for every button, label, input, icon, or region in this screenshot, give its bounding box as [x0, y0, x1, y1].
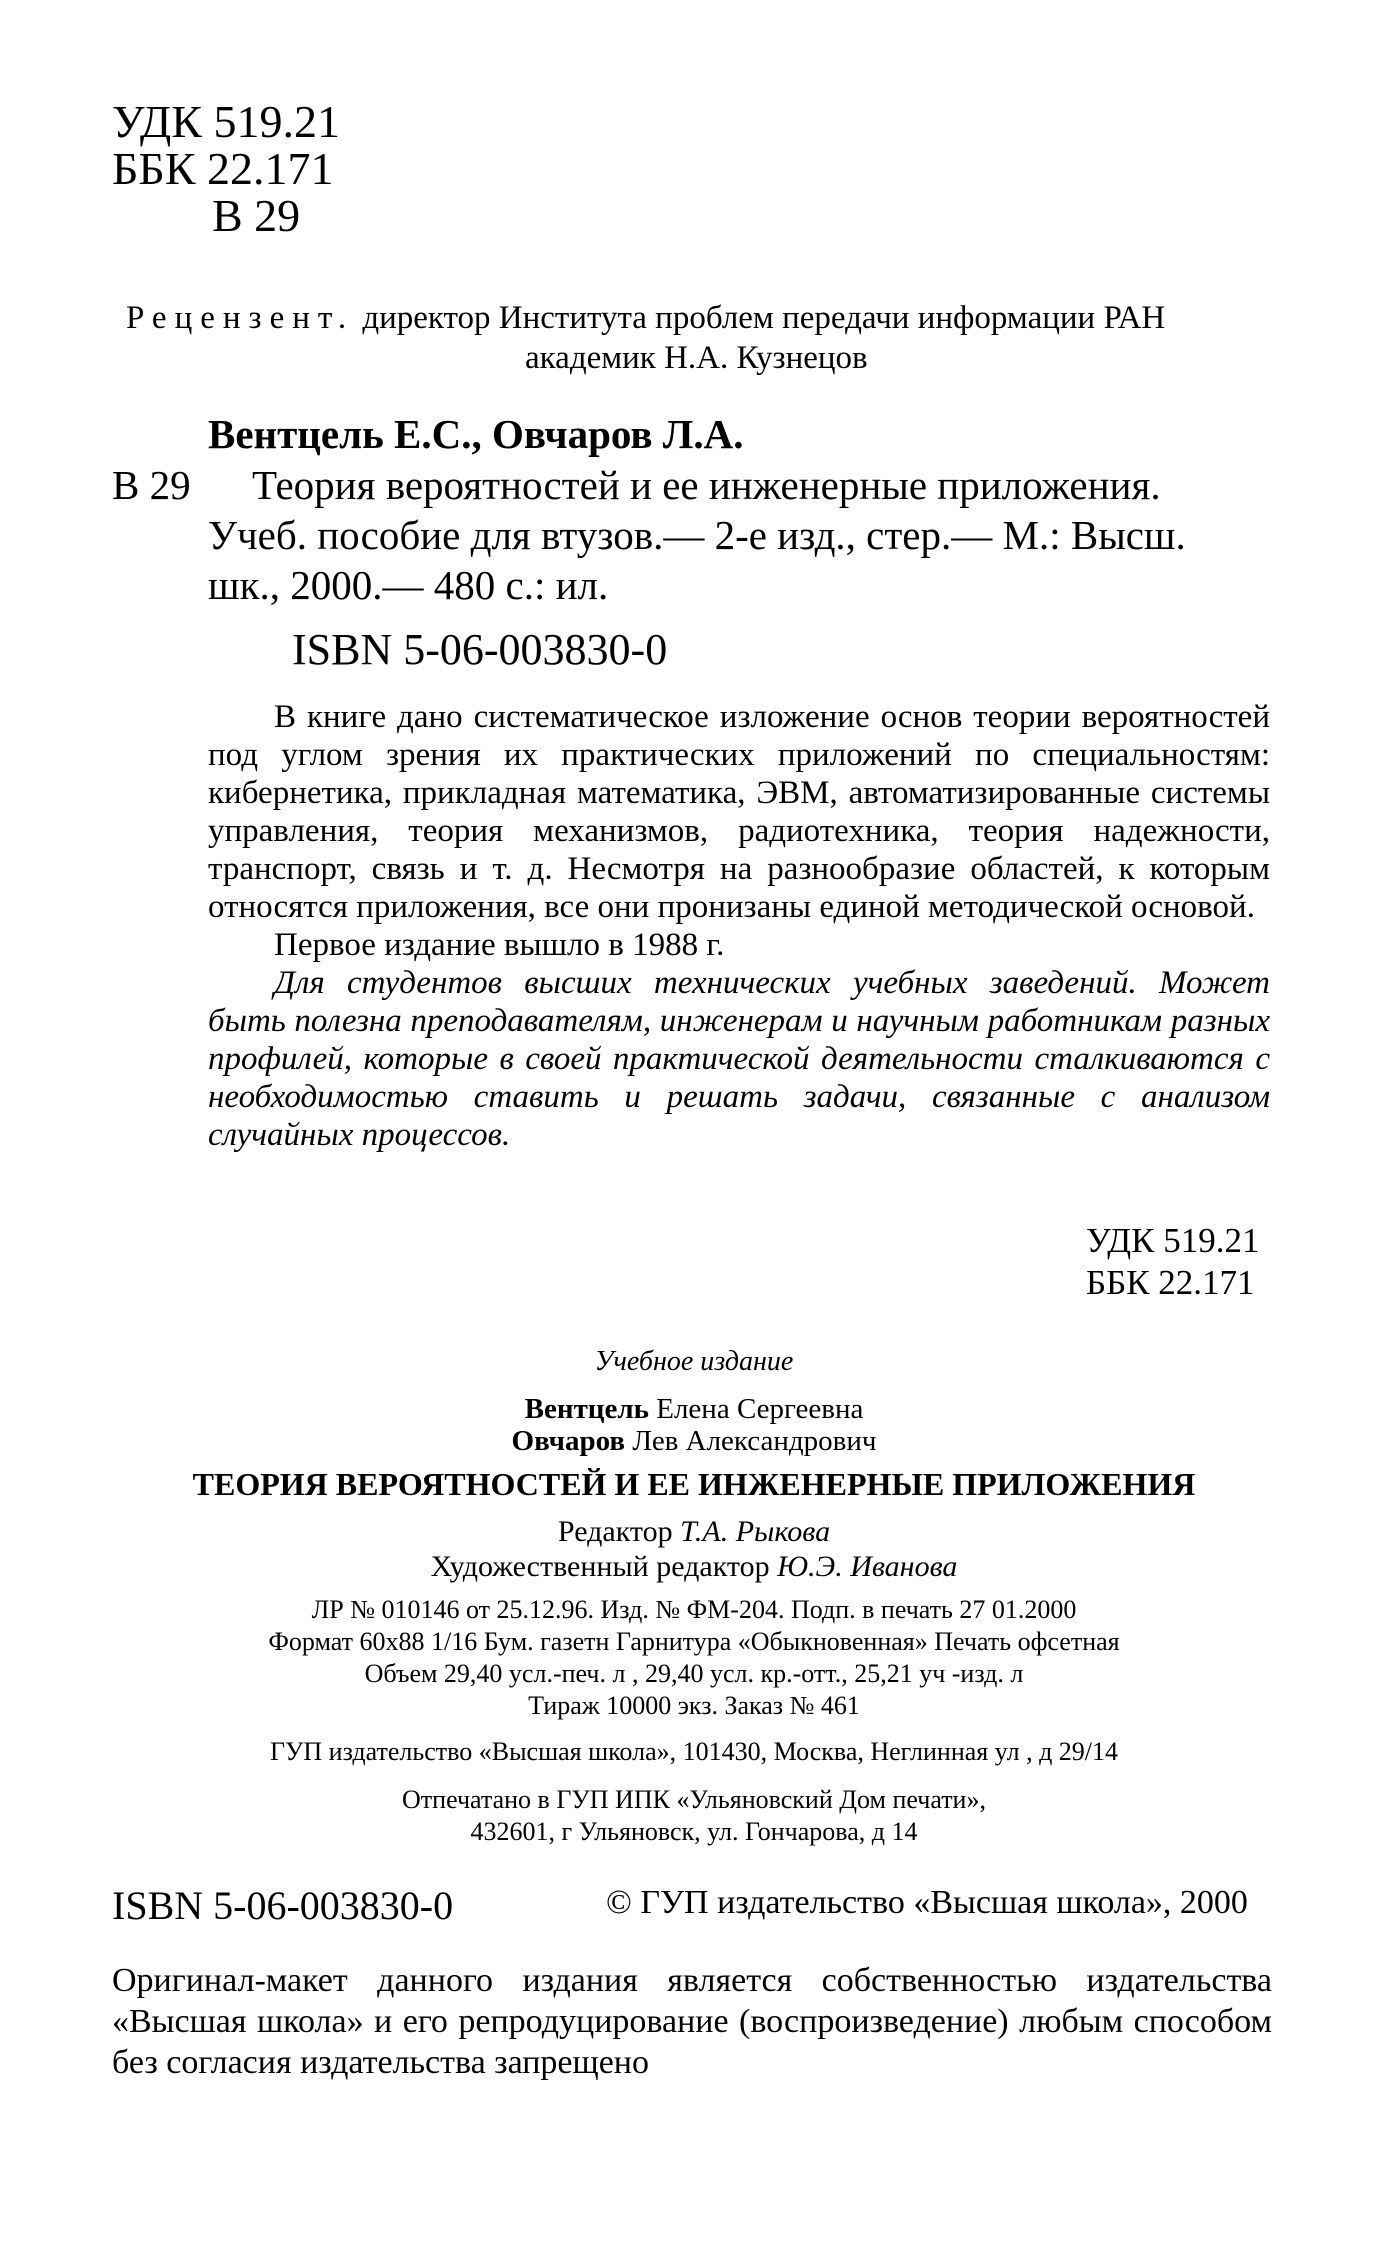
book-details [208, 510, 1186, 610]
copyright-notice: Оригинал-макет данного издания является собственностью издательства «Высшая школа» и его репродуцирование (воспроизведение) любым способом без согласия издательства запрещено [112, 1962, 1272, 2081]
imprint-line-2: Формат 60х88 1/16 Бум. газетн Гарнитура «Обыкновенная» Печать офсетная [268, 1627, 1120, 1656]
book-title-line [112, 461, 1161, 509]
book-details-line2: Учеб. пособие для втузов.— 2-е изд., стер.— М.: Высш. [208, 512, 1186, 558]
author-mark: В 29 [212, 190, 301, 241]
imprint-line-4: Тираж 10000 экз. Заказ № 461 [528, 1691, 860, 1720]
publisher-line: ГУП издательство «Высшая школа», 101430, Москва, Неглинная ул , д 29/14 [269, 1737, 1119, 1766]
art-editor-name: Ю.Э. Иванова [777, 1550, 958, 1583]
audience-note: Для студентов высших технических учебных заведений. Может быть полезна преподавателям, инженерам и научным работникам разных профилей, которые в своей практической деятельности сталкиваются с необходимостью ставить и решать задачи, связанные с анализом случайных процессов. [208, 965, 1270, 1153]
printer-line-2: 432601, г Ульяновск, ул. Гончарова, д 14 [470, 1817, 918, 1846]
reviewer-name: академик Н.А. Кузнецов [525, 340, 868, 376]
author2-surname: Овчаров [511, 1425, 626, 1457]
art-editor-line [0, 1550, 1388, 1584]
editor-name: Т.А. Рыкова [680, 1515, 831, 1548]
first-edition-note: Первое издание вышло в 1988 г. [274, 927, 725, 963]
printer-line-1: Отпечатано в ГУП ИПК «Ульяновский Дом печати», [402, 1785, 986, 1814]
imprint-line-3: Объем 29,40 усл.-печ. л , 29,40 усл. кр.-отт., 25,21 уч -изд. л [364, 1659, 1024, 1688]
copyright: © ГУП издательство «Высшая школа», 2000 [606, 1884, 1248, 1921]
book-isbn: ISBN 5-06-003830-0 [292, 625, 668, 674]
author2-name: Лев Александрович [632, 1425, 877, 1457]
book-title: Теория вероятностей и ее инженерные приложения. [252, 462, 1161, 508]
annotation [208, 698, 1270, 1154]
bbk-code-bottom: ББК 22.171 [1086, 1263, 1255, 1302]
bbk-code: ББК 22.171 [112, 143, 334, 194]
udk-code-bottom: УДК 519.21 [1086, 1221, 1260, 1260]
reviewer-position: директор Института проблем передачи информации РАН [362, 300, 1166, 336]
imprint-line-1: ЛР № 010146 от 25.12.96. Изд. № ФМ-204. Подп. в печать 27 01.2000 [311, 1595, 1077, 1624]
udk-footer [1086, 1220, 1259, 1304]
book-details-line3: шк., 2000.— 480 с.: ил. [208, 562, 609, 608]
reviewer-line [126, 298, 1165, 338]
annotation-paragraph: В книге дано систематическое изложение основ теории вероятностей под углом зрения их практических приложений по специальностям: кибернетика, прикладная математика, ЭВМ, автоматизированные системы управления, теория механизмов, радиотехника, теория надежности, транспорт, связь и т. д. Несмотря на разнообразие областей, к которым относятся приложения, все они пронизаны единой методической основой. [208, 699, 1270, 925]
author1-surname: Вентцель [524, 1393, 649, 1425]
book-authors: Вентцель Е.С., Овчаров Л.А. [208, 411, 744, 457]
footer-isbn: ISBN 5-06-003830-0 [112, 1883, 454, 1928]
editor-line [0, 1515, 1388, 1549]
editor-label: Редактор [557, 1515, 673, 1548]
reviewer-label: Рецензент. [126, 300, 355, 336]
colophon-author-2 [0, 1425, 1388, 1458]
art-editor-label: Художественный редактор [430, 1550, 770, 1583]
author1-name: Елена Сергеевна [656, 1393, 864, 1425]
udk-code: УДК 519.21 [112, 96, 340, 147]
udk-header [112, 98, 340, 239]
colophon-author-1 [0, 1393, 1388, 1426]
edition-type: Учебное издание [594, 1346, 794, 1377]
book-code: В 29 [112, 462, 191, 508]
colophon-title: ТЕОРИЯ ВЕРОЯТНОСТЕЙ И ЕЕ ИНЖЕНЕРНЫЕ ПРИЛОЖЕНИЯ [192, 1466, 1196, 1502]
